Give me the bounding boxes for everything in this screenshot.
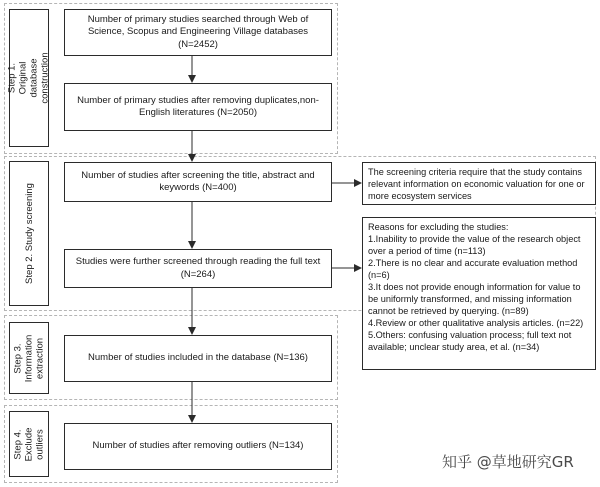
reason-item: 1.Inability to provide the value of the research object over a period of time (n=113): [368, 234, 581, 256]
box-fulltext-screening: Studies were further screened through reading the full text (N=264): [64, 249, 332, 288]
box-included: Number of studies included in the database (N=136): [64, 335, 332, 382]
reason-item: 4.Review or other qualitative analysis articles. (n=22): [368, 318, 584, 328]
reasons-heading: Reasons for excluding the studies:: [368, 222, 509, 232]
box-database-search: Number of primary studies searched through Web of Science, Scopus and Engineering Village databases (N=2452): [64, 9, 332, 56]
step3-label: Step 3. Information extraction: [9, 322, 49, 394]
watermark-text: 知乎 @草地研究GR: [442, 453, 574, 471]
reason-item: 5.Others: confusing valuation process; full text not available; unclear study area, et al. (n=34): [368, 330, 572, 352]
screening-criteria-box: The screening criteria require that the study contains relevant information on economic valuation for one or more ecosystem services: [362, 162, 596, 205]
step2-label: Step 2. Study screening: [9, 161, 49, 306]
step4-label: Step 4. Exclude outliers: [9, 411, 49, 477]
box-title-screening: Number of studies after screening the title, abstract and keywords (N=400): [64, 162, 332, 202]
reason-item: 2.There is no clear and accurate evaluation method (n=6): [368, 258, 578, 280]
box-remove-duplicates: Number of primary studies after removing duplicates,non-English literatures (N=2050): [64, 83, 332, 131]
step1-label: Step 1. Original database construction: [9, 9, 49, 147]
box-after-outliers: Number of studies after removing outliers (N=134): [64, 423, 332, 470]
reason-item: 3.It does not provide enough information for value to be uniformly transformed, and missing information cannot be retrieved by querying. (n=89): [368, 282, 581, 316]
